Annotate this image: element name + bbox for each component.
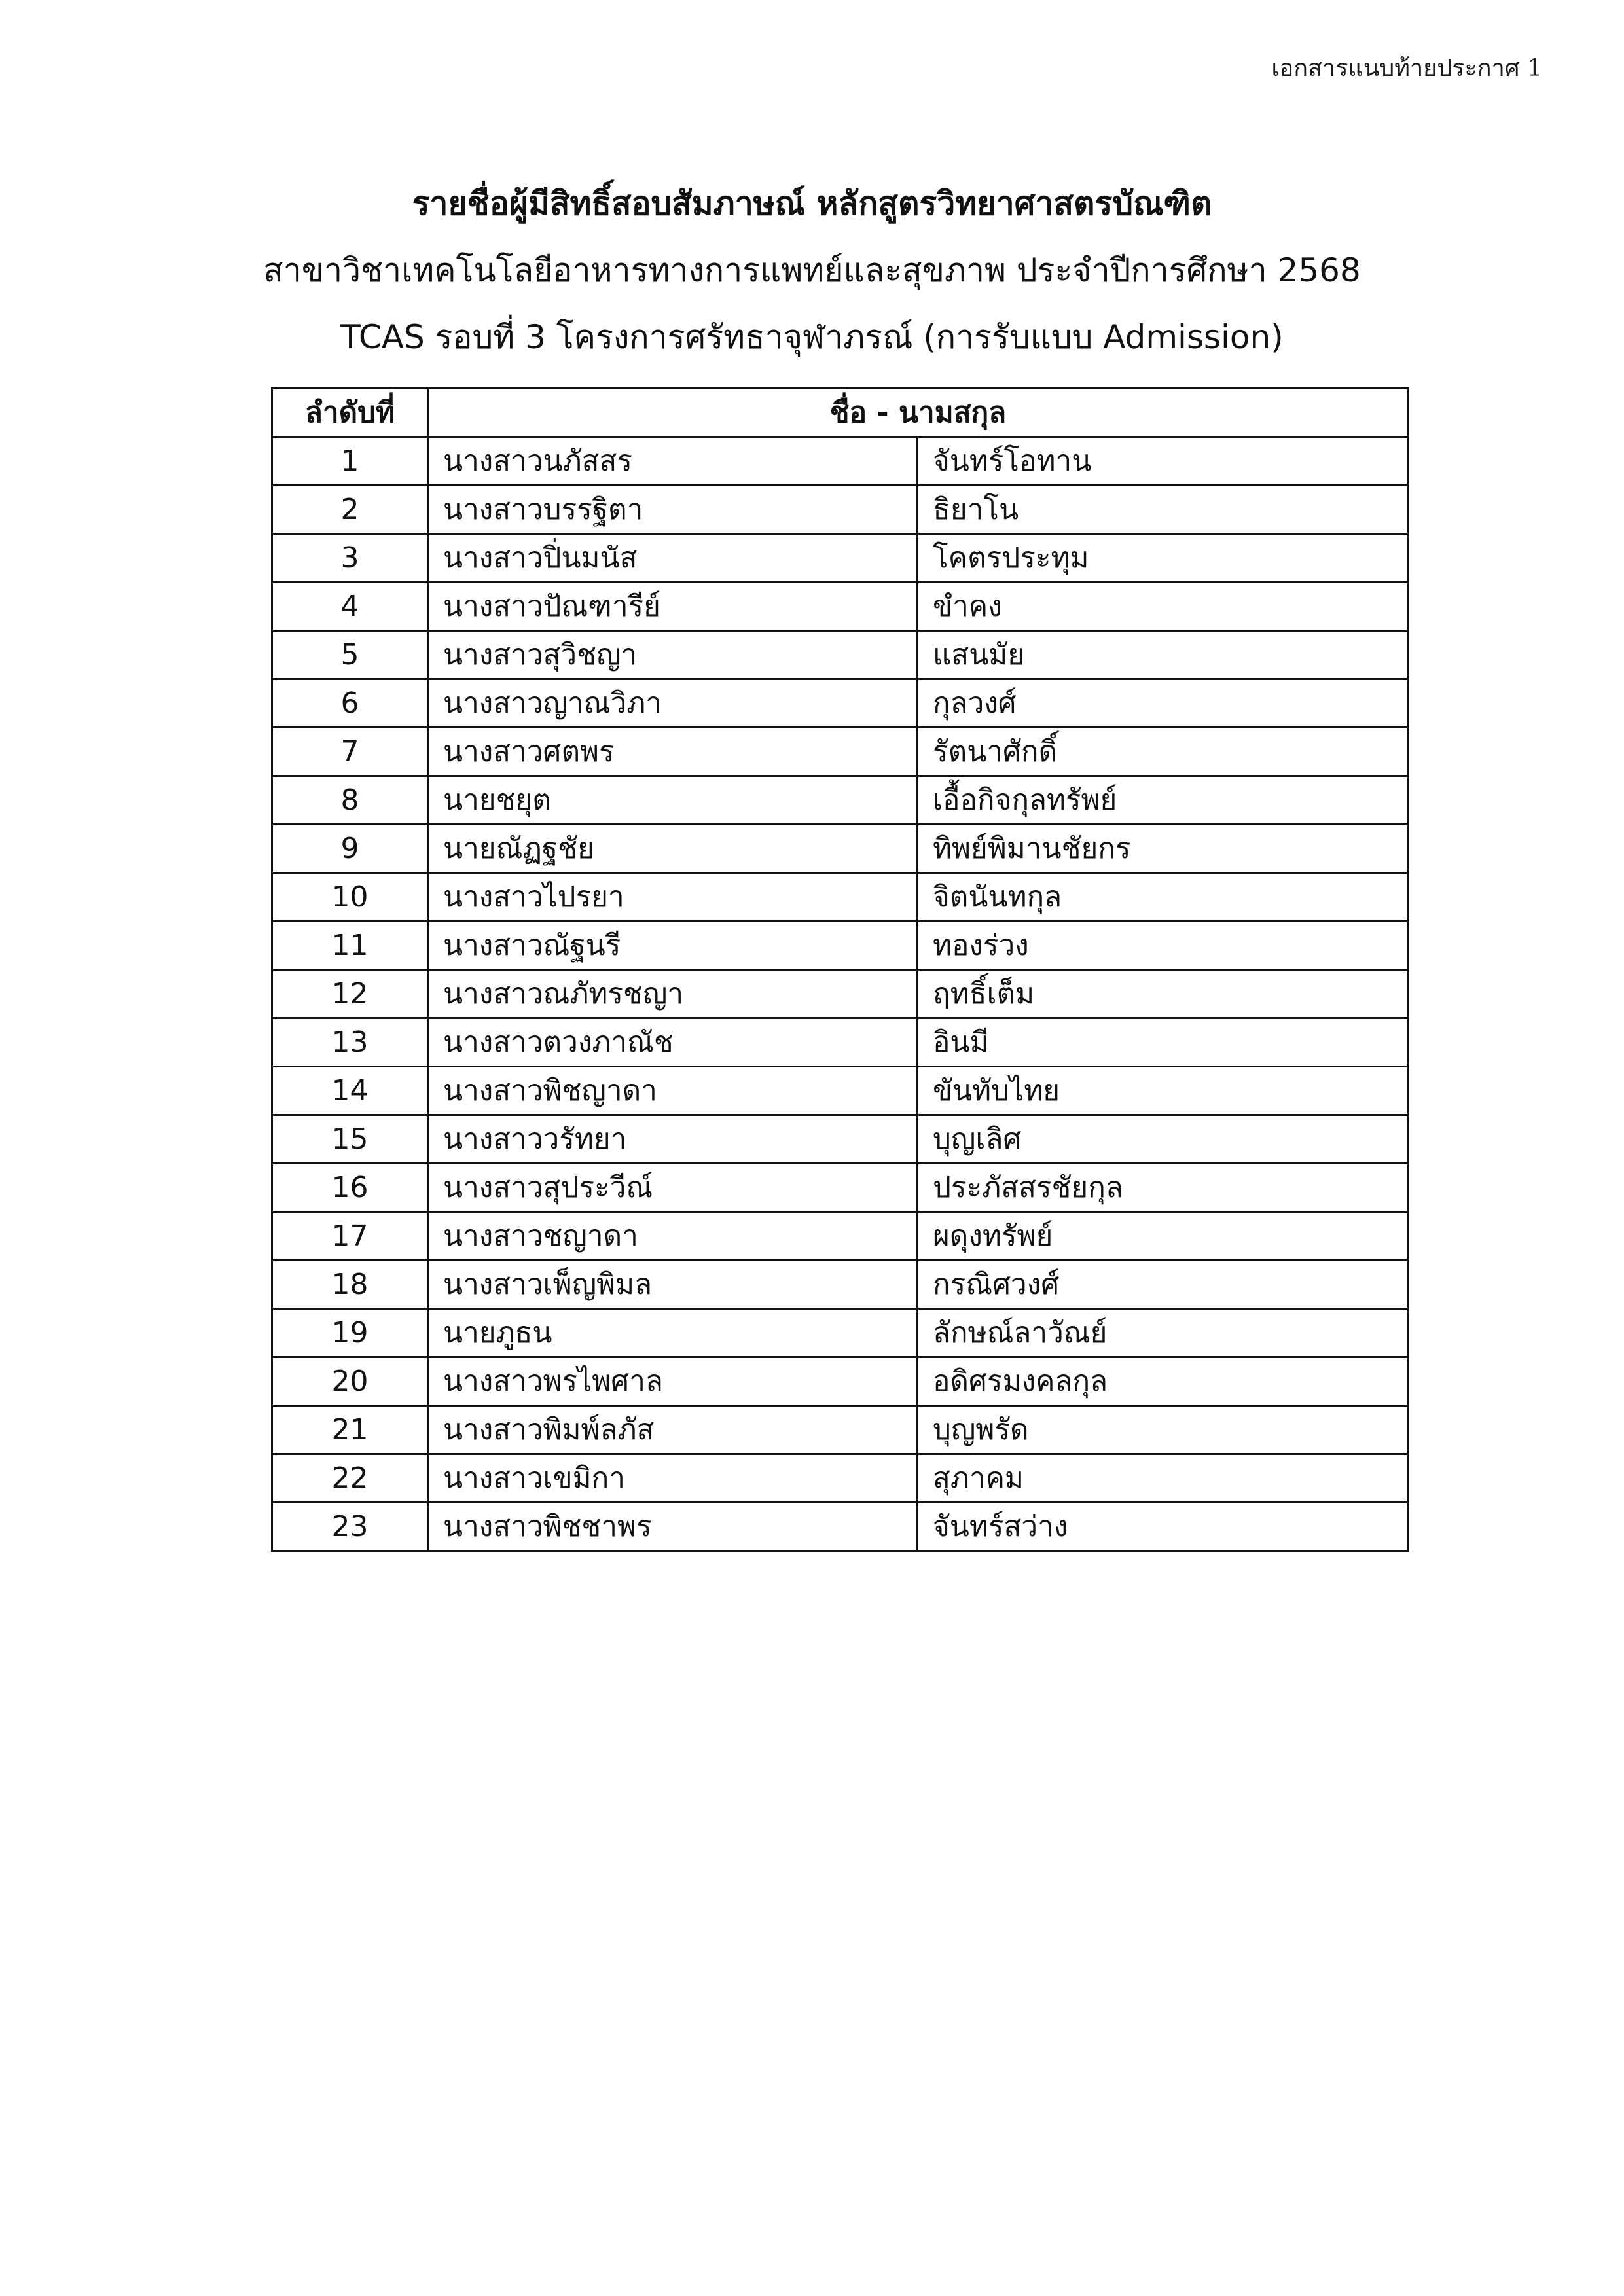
row-number: 13 — [272, 1018, 428, 1067]
row-number: 9 — [272, 825, 428, 873]
table-row — [272, 1406, 1409, 1454]
last-name: แสนมัย — [918, 631, 1409, 679]
first-name: นายภูธน — [428, 1309, 918, 1357]
header-number: ลำดับที่ — [272, 389, 428, 437]
first-name: นางสาวพิมพ์ลภัส — [428, 1406, 918, 1454]
table-header-row — [272, 389, 1409, 437]
last-name: เอื้อกิจกุลทรัพย์ — [918, 776, 1409, 825]
row-number: 15 — [272, 1115, 428, 1164]
first-name: นางสาวณภัทรชญา — [428, 970, 918, 1018]
row-number: 5 — [272, 631, 428, 679]
first-name: นางสาวเพ็ญพิมล — [428, 1261, 918, 1309]
table-row — [272, 873, 1409, 922]
table-row — [272, 1454, 1409, 1503]
table-row — [272, 1261, 1409, 1309]
table-row — [272, 1212, 1409, 1261]
first-name: นางสาวตวงภาณัช — [428, 1018, 918, 1067]
first-name: นางสาวพิชชาพร — [428, 1503, 918, 1551]
row-number: 11 — [272, 922, 428, 970]
row-number: 17 — [272, 1212, 428, 1261]
first-name: นางสาวพรไพศาล — [428, 1357, 918, 1406]
row-number: 4 — [272, 583, 428, 631]
title-line-1: รายชื่อผู้มีสิทธิ์สอบสัมภาษณ์ หลักสูตรวิทยาศาสตรบัณฑิต — [412, 185, 1212, 223]
row-number: 16 — [272, 1164, 428, 1212]
row-number: 19 — [272, 1309, 428, 1357]
last-name: ขันทับไทย — [918, 1067, 1409, 1115]
row-number: 8 — [272, 776, 428, 825]
table-row — [272, 534, 1409, 583]
table-row — [272, 825, 1409, 873]
document-title — [0, 170, 1624, 370]
table-row — [272, 679, 1409, 728]
first-name: นางสาวสุวิชญา — [428, 631, 918, 679]
last-name: ธิยาโน — [918, 486, 1409, 534]
last-name: จันทร์สว่าง — [918, 1503, 1409, 1551]
first-name: นางสาวณัฐนรี — [428, 922, 918, 970]
first-name: นางสาวปิ่นมนัส — [428, 534, 918, 583]
row-number: 1 — [272, 437, 428, 486]
table-row — [272, 1018, 1409, 1067]
table-row — [272, 1115, 1409, 1164]
header-name: ชื่อ - นามสกุล — [428, 389, 1409, 437]
row-number: 2 — [272, 486, 428, 534]
last-name: จันทร์โอทาน — [918, 437, 1409, 486]
last-name: ลักษณ์ลาวัณย์ — [918, 1309, 1409, 1357]
last-name: ประภัสสรชัยกุล — [918, 1164, 1409, 1212]
table-row — [272, 1357, 1409, 1406]
row-number: 18 — [272, 1261, 428, 1309]
last-name: อินมี — [918, 1018, 1409, 1067]
first-name: นางสาววรัทยา — [428, 1115, 918, 1164]
table-row — [272, 1309, 1409, 1357]
table-row — [272, 970, 1409, 1018]
first-name: นางสาวบรรฐิตา — [428, 486, 918, 534]
last-name: ฤทธิ์เต็ม — [918, 970, 1409, 1018]
table-row — [272, 1503, 1409, 1551]
first-name: นางสาวปัณฑารีย์ — [428, 583, 918, 631]
interview-roster-table — [271, 387, 1409, 1552]
first-name: นายณัฏฐชัย — [428, 825, 918, 873]
last-name: ขำคง — [918, 583, 1409, 631]
row-number: 23 — [272, 1503, 428, 1551]
last-name: ทองร่วง — [918, 922, 1409, 970]
row-number: 22 — [272, 1454, 428, 1503]
table-row — [272, 1067, 1409, 1115]
first-name: นายชยุต — [428, 776, 918, 825]
row-number: 10 — [272, 873, 428, 922]
last-name: กุลวงศ์ — [918, 679, 1409, 728]
table-row — [272, 437, 1409, 486]
table-row — [272, 728, 1409, 776]
last-name: ผดุงทรัพย์ — [918, 1212, 1409, 1261]
title-line-3: TCAS รอบที่ 3 โครงการศรัทธาจุฬาภรณ์ (การรับแบบ Admission) — [340, 318, 1284, 356]
row-number: 6 — [272, 679, 428, 728]
table-row — [272, 486, 1409, 534]
first-name: นางสาวเขมิกา — [428, 1454, 918, 1503]
last-name: อดิศรมงคลกุล — [918, 1357, 1409, 1406]
last-name: โคตรประทุม — [918, 534, 1409, 583]
last-name: บุญพรัด — [918, 1406, 1409, 1454]
first-name: นางสาวนภัสสร — [428, 437, 918, 486]
table-row — [272, 922, 1409, 970]
first-name: นางสาวญาณวิภา — [428, 679, 918, 728]
last-name: สุภาคม — [918, 1454, 1409, 1503]
row-number: 21 — [272, 1406, 428, 1454]
last-name: กรณิศวงศ์ — [918, 1261, 1409, 1309]
row-number: 12 — [272, 970, 428, 1018]
table-row — [272, 776, 1409, 825]
last-name: บุญเลิศ — [918, 1115, 1409, 1164]
row-number: 20 — [272, 1357, 428, 1406]
table-row — [272, 1164, 1409, 1212]
table-row — [272, 583, 1409, 631]
row-number: 14 — [272, 1067, 428, 1115]
row-number: 3 — [272, 534, 428, 583]
first-name: นางสาวพิชญาดา — [428, 1067, 918, 1115]
first-name: นางสาวสุประวีณ์ — [428, 1164, 918, 1212]
table-row — [272, 631, 1409, 679]
first-name: นางสาวชญาดา — [428, 1212, 918, 1261]
first-name: นางสาวศตพร — [428, 728, 918, 776]
last-name: รัตนาศักดิ์ — [918, 728, 1409, 776]
row-number: 7 — [272, 728, 428, 776]
first-name: นางสาวไปรยา — [428, 873, 918, 922]
title-line-2: สาขาวิชาเทคโนโลยีอาหารทางการแพทย์และสุขภาพ ประจำปีการศึกษา 2568 — [263, 251, 1361, 289]
last-name: จิตนันทกุล — [918, 873, 1409, 922]
last-name: ทิพย์พิมานชัยกร — [918, 825, 1409, 873]
annex-note: เอกสารแนบท้ายประกาศ 1 — [1271, 55, 1542, 82]
table-body — [272, 437, 1409, 1551]
